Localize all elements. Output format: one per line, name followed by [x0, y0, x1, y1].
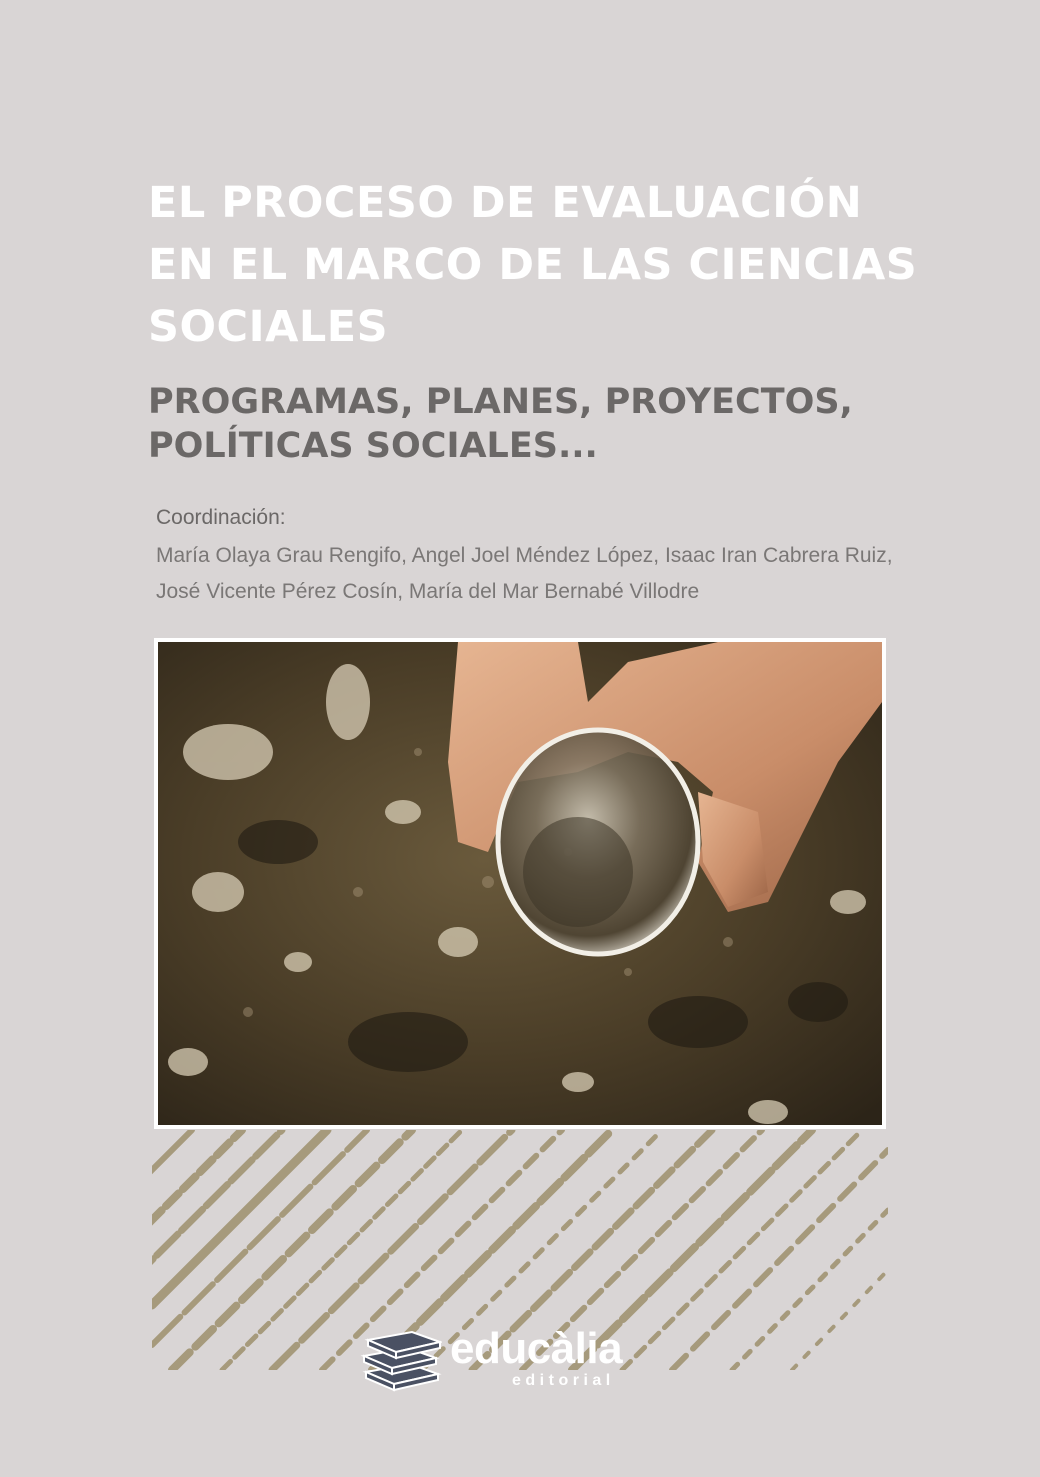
title-line: EL PROCESO DE EVALUACIÓN — [148, 178, 863, 228]
publisher-name: educàlia — [450, 1324, 623, 1373]
book-title — [148, 172, 948, 358]
coordination-label: Coordinación: — [156, 506, 286, 529]
cover-photo-frame — [154, 638, 886, 1129]
title-line: EN EL MARCO DE LAS CIENCIAS — [148, 240, 918, 290]
subtitle-line: POLÍTICAS SOCIALES... — [148, 426, 598, 466]
magnifying-lens-on-sand-photo — [158, 642, 882, 1125]
coordinators-line: María Olaya Grau Rengifo, Angel Joel Méndez López, Isaac Iran Cabrera Ruiz, — [156, 544, 893, 567]
book-subtitle — [148, 380, 948, 468]
stacked-books-logo-icon — [360, 1328, 442, 1392]
subtitle-line: PROGRAMAS, PLANES, PROYECTOS, — [148, 382, 853, 422]
publisher-subtitle: editorial — [512, 1372, 615, 1389]
coordinators-line: José Vicente Pérez Cosín, María del Mar Bernabé Villodre — [156, 580, 700, 603]
publisher-logo — [360, 1324, 640, 1398]
coordinators-list — [156, 538, 956, 610]
title-line: SOCIALES — [148, 302, 389, 352]
